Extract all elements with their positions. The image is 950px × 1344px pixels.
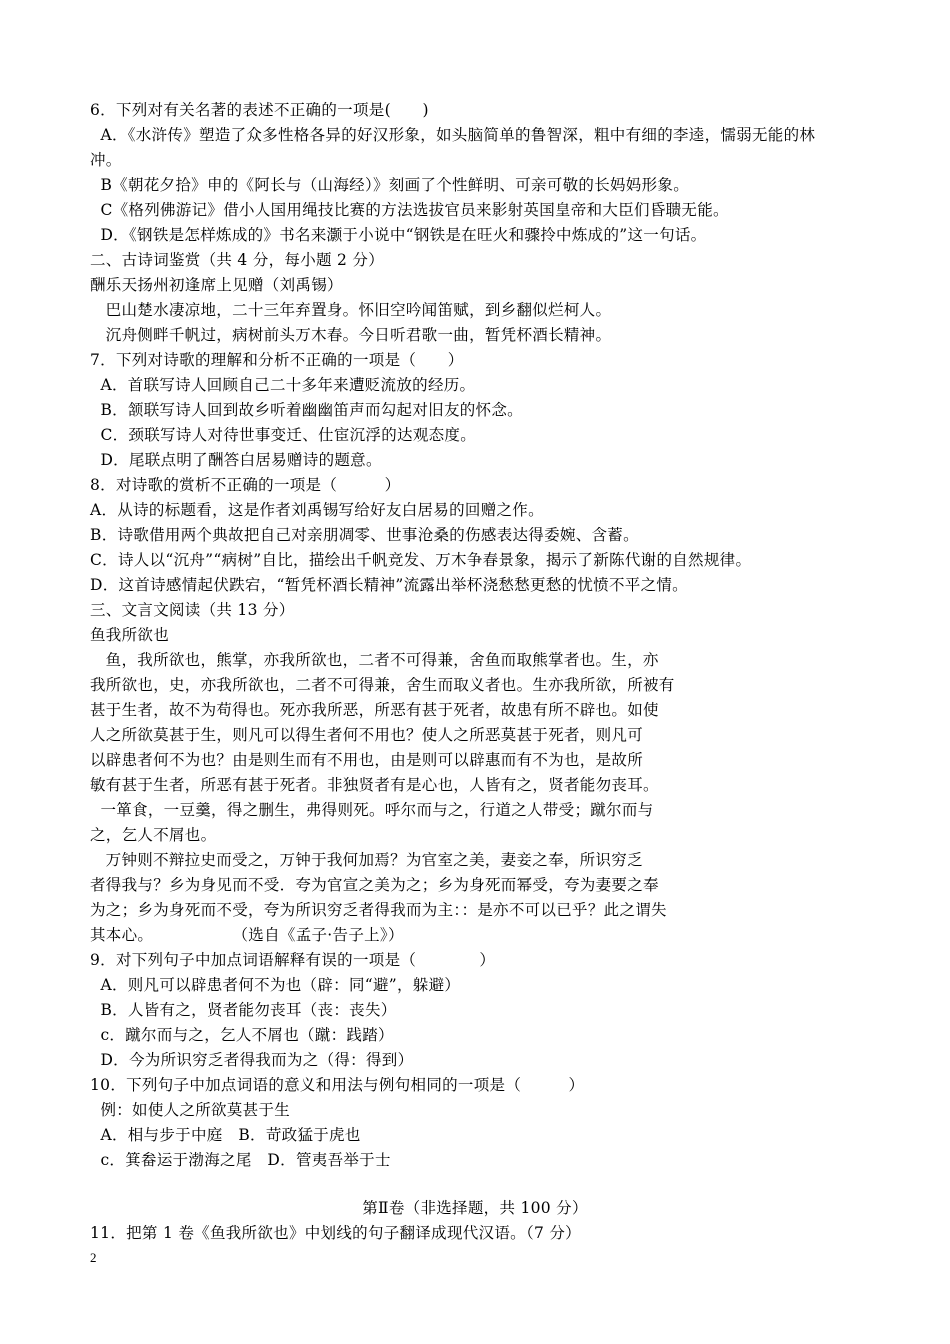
poem-title: 酬乐天扬州初逢席上见赠（刘禹锡） (90, 276, 343, 294)
page-number: 2 (90, 1250, 97, 1265)
question-8-stem: 8．对诗歌的赏析不正确的一项是（ ） (90, 476, 401, 494)
passage-line: 为之；乡为身死而不受，夸为所识穷乏者得我而为主：：是亦不可以已乎？此之谓失 (90, 901, 667, 919)
question-10-options-ab: A．相与步于中庭 B．苛政猛于虎也 (90, 1126, 361, 1144)
passage-line: 鱼，我所欲也，熊掌，亦我所欲也，二者不可得兼，舍鱼而取熊掌者也。生，亦 (90, 651, 659, 669)
passage-title: 鱼我所欲也 (90, 626, 170, 644)
question-8-option-d: D．这首诗感情起伏跌宕，“暂凭杯酒长精神”流露出举杯浇愁愁更愁的忧愤不平之情。 (90, 576, 688, 594)
passage-line: 万钟则不辩拉史而受之，万钟于我何加焉？为官室之美，妻妾之奉，所识穷乏 (90, 851, 643, 869)
question-6-stem: 6．下列对有关名著的表述不正确的一项是( ) (90, 101, 429, 119)
question-7-stem: 7．下列对诗歌的理解和分析不正确的一项是（ ） (90, 351, 464, 369)
question-8-option-a: A．从诗的标题看，这是作者刘禹锡写给好友白居易的回赠之作。 (90, 501, 544, 519)
poem-line-2: 沉舟侧畔千帆过，病树前头万木春。今日听君歌一曲，暂凭杯酒长精神。 (90, 326, 612, 344)
passage-line: 者得我与？乡为身见而不受．夸为官宣之美为之；乡为身死而幂受，夸为妻要之奉 (90, 876, 659, 894)
section-2-heading: 二、古诗词鉴赏（共 4 分，每小题 2 分） (90, 251, 385, 269)
passage-line: 敏有甚于生者，所恶有甚于死者。非独贤者有是心也，人皆有之，贤者能勿丧耳。 (90, 776, 659, 794)
passage-line: 人之所欲莫甚于生，则凡可以得生者何不用也？使人之所恶莫甚于死者，则凡可 (90, 726, 644, 744)
question-6-option-c: C《格列佛游记》借小人国用绳技比赛的方法选拔官员来影射英国皇帝和大臣们昏聩无能。 (90, 201, 729, 219)
question-6-option-a-cont: 冲。 (90, 151, 122, 169)
passage-line: 以辟患者何不为也？由是则生而有不用也，由是则可以辟惠而有不为也，是故所 (90, 751, 644, 769)
question-8-option-c: C．诗人以“沉舟”“病树”自比，描绘出千帆竞发、万木争春景象，揭示了新陈代谢的自然规律。 (90, 551, 752, 569)
section-ii-title: 第Ⅱ卷（非选择题，共 100 分） (362, 1199, 588, 1217)
question-11-stem: 11．把第 1 卷《鱼我所欲也》中划线的句子翻译成现代汉语。（7 分） (90, 1224, 581, 1242)
question-7-option-b: B．颔联写诗人回到故乡听着幽幽笛声而勾起对旧友的怀念。 (90, 401, 523, 419)
passage-source: 其本心。 （选自《孟子·告子上》） (90, 926, 404, 944)
question-7-option-d: D．尾联点明了酬答白居易赠诗的题意。 (90, 451, 382, 469)
question-10-stem: 10．下列句子中加点词语的意义和用法与例句相同的一项是（ ） (90, 1076, 585, 1094)
question-9-stem: 9．对下列句子中加点词语解释有误的一项是（ ） (90, 951, 496, 969)
question-9-option-d: D．今为所识穷乏者得我而为之（得：得到） (90, 1051, 414, 1069)
question-9-option-b: B．人皆有之，贤者能勿丧耳（丧：丧失） (90, 1001, 397, 1019)
question-9-option-c: c．蹴尔而与之，乞人不屑也（蹴：践踏） (90, 1026, 394, 1044)
passage-line: 甚于生者，故不为苟得也。死亦我所恶，所恶有甚于死者，故患有所不辟也。如使 (90, 701, 659, 719)
question-9-option-a: A．则凡可以辟患者何不为也（辟：同“避”，躲避） (90, 976, 461, 994)
passage-line: 我所欲也，史，亦我所欲也，二者不可得兼，舍生而取义者也。生亦我所欲，所被有 (90, 676, 675, 694)
passage-line: 一箪食，一豆羹，得之删生，弗得则死。呼尔而与之，行道之人带受；蹴尔而与 (90, 801, 654, 819)
question-6-option-b: B《朝花夕拾》申的《阿长与（山海经）》刻画了个性鲜明、可亲可敬的长妈妈形象。 (90, 176, 689, 194)
question-6-option-d: D．《钢铁是怎样炼成的》书名来灏于小说中“钢铁是在旺火和骤拎中炼成的”这一句话。 (90, 226, 707, 244)
question-6-option-a: A．《水浒传》塑造了众多性格各异的好汉形象，如头脑简单的鲁智深，粗中有细的李逵，懦弱无能的林 (90, 126, 816, 144)
question-10-example: 例：如使人之所欲莫甚于生 (90, 1101, 291, 1119)
poem-line-1: 巴山楚水凄凉地，二十三年弃置身。怀旧空吟闻笛赋，到乡翻似烂柯人。 (90, 301, 612, 319)
passage-line: 之，乞人不屑也。 (90, 826, 217, 844)
question-10-options-cd: c．箕畚运于渤海之尾 D．管夷吾举于士 (90, 1151, 391, 1169)
section-3-heading: 三、文言文阅读（共 13 分） (90, 601, 295, 619)
question-7-option-a: A．首联写诗人回顾自己二十多年来遭贬流放的经历。 (90, 376, 476, 394)
question-7-option-c: C．颈联写诗人对待世事变迁、仕宦沉浮的达观态度。 (90, 426, 477, 444)
question-8-option-b: B．诗歌借用两个典故把自己对亲朋凋零、世事沧桑的伤感表达得委婉、含蓄。 (90, 526, 639, 544)
